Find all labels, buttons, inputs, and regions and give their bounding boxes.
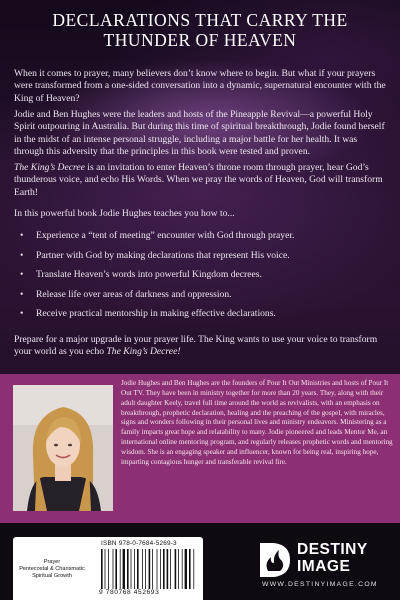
author-bio-text: Jodie Hughes and Ben Hughes are the founders of Pour It Out Ministries and hosts of Pour It Out TV. They have been in ministry together for more than 20 years. They, along with their adult daughter Keely, travel full time around the world as revivalists, with an emphasis on breakthrough, prophetic declaration, healing and the preaching of the gospel, with miracles, signs and wonders following in their personal lives and ministry endeavors. Ministering as a family imparts great hope and relatability to many. Jodie pioneered and leads Mentor Me, an international online mentoring program, and regularly releases prophetic words and mentoring wisdom. She is an engaging speaker and influencer, known for being real, inspiring hope, imparting contagious hunger and transferable revival fire. <box>121 379 393 466</box>
headline-line-1: DECLARATIONS THAT CARRY THE <box>52 10 348 30</box>
publisher-website: WWW.DESTINYIMAGE.COM <box>262 581 378 588</box>
headline <box>0 10 400 50</box>
bullet-item <box>14 308 386 320</box>
barcode-panel <box>13 537 203 600</box>
intro-paragraph: When it comes to prayer, many believers don’t know where to begin. But what if your prayers were transformed from a one-sided conversation into a dynamic, supernatural encounter with the King of Heaven? <box>14 68 386 104</box>
bullet-list <box>14 230 386 328</box>
bullet-item <box>14 289 386 301</box>
publisher-name-line-1: DESTINY <box>297 541 368 558</box>
invitation-text: is an invitation to enter Heaven’s throne room through prayer, hear God’s thunderous voice, and echo His Words. When we pray the words of Heaven, God will transform Earth! <box>14 162 383 198</box>
category-label: Pentecostal & Charismatic <box>19 566 85 572</box>
author-photo <box>13 385 113 511</box>
isbn-text: ISBN 978-0-7684-5269-3 <box>101 540 177 547</box>
category-label: Spiritual Growth <box>32 573 72 579</box>
bullet-item <box>14 269 386 281</box>
authors-paragraph: Jodie and Ben Hughes were the leaders and hosts of the Pineapple Revival—a powerful Holy Spirit outpouring in Australia. But during this time of spiritual breakthrough, Jodie found herself in the midst of an intense personal struggle, including a major battle for her health. It was through this adversity that the principles in this book were tested and proven. <box>14 109 385 158</box>
book-title-italic: The King’s Decree <box>14 162 85 173</box>
headline-line-2: THUNDER OF HEAVEN <box>103 30 297 50</box>
closing-text: Prepare for a major upgrade in your prayer life. The King wants to use your voice to transform your world as you echo <box>14 334 378 358</box>
publisher-name-line-2: IMAGE <box>297 558 351 575</box>
bullet-dot: • <box>20 249 24 261</box>
bullet-dot: • <box>20 288 24 300</box>
bullet-text: Release life over areas of darkness and oppression. <box>36 288 232 300</box>
bottom-band <box>0 523 400 600</box>
bullet-text: Experience a “tent of meeting” encounter with God through prayer. <box>36 230 295 241</box>
bullet-dot: • <box>20 269 24 281</box>
ean-number: 9 780768 452693 <box>99 589 160 596</box>
bullet-dot: • <box>20 230 24 241</box>
bisac-categories <box>17 559 87 580</box>
book-title-italic-closing: The King’s Decree! <box>106 346 181 358</box>
destiny-image-d-flame-icon <box>258 541 292 579</box>
bullet-text: Translate Heaven’s words into powerful Kingdom decrees. <box>36 269 262 281</box>
teaches-paragraph: In this powerful book Jodie Hughes teaches you how to... <box>14 208 235 219</box>
bullet-item <box>14 250 386 262</box>
publisher-logo-text <box>297 541 393 575</box>
bullet-dot: • <box>20 308 24 320</box>
barcode-bars <box>99 549 199 589</box>
invitation-paragraph <box>14 162 386 199</box>
closing-paragraph <box>14 334 386 359</box>
bullet-text: Partner with God by making declarations that represent His voice. <box>36 249 290 261</box>
author-portrait-illustration <box>13 385 113 511</box>
author-bio-band <box>0 374 400 523</box>
bullet-item <box>14 230 386 242</box>
bullet-text: Receive practical mentorship in making effective declarations. <box>36 308 276 320</box>
category-label: Prayer <box>43 559 61 565</box>
